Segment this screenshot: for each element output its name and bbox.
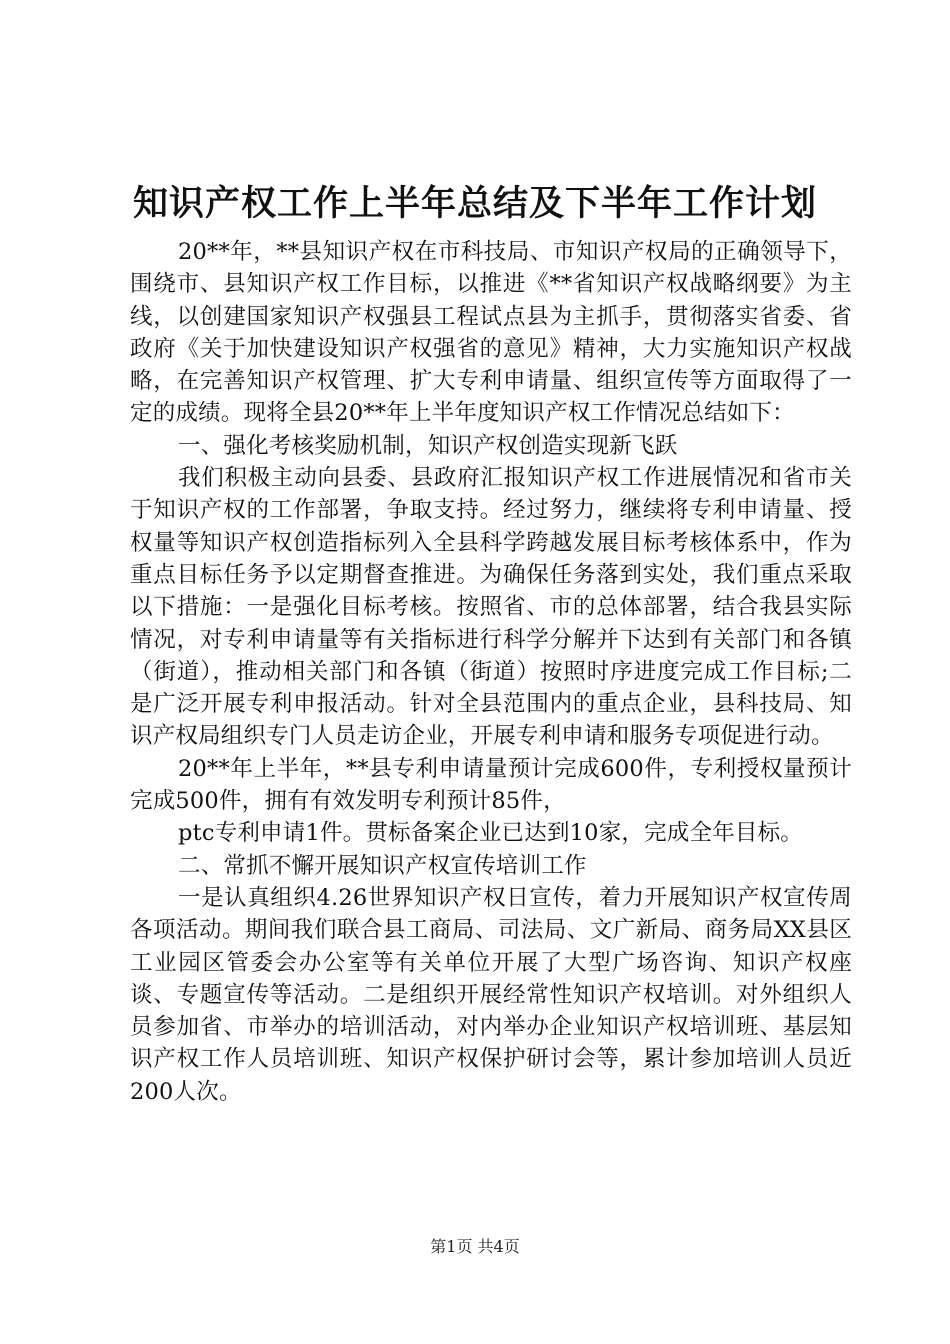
document-title: 知识产权工作上半年总结及下半年工作计划 xyxy=(132,183,817,224)
section-1-paragraph: 我们积极主动向县委、县政府汇报知识产权工作进展情况和省市关于知识产权的工作部署，争取支持。经过努力，继续将专利申请量、授权量等知识产权创造指标列入全县科学跨越发展目标考核体系中，作为重点目标任务予以定期督查推进。为确保任务落到实处，我们重点采取以下措施：一是强化目标考核。按照省、市的总体部署，结合我县实际情况，对专利申请量等有关指标进行科学分解并下达到有关部门和各镇（街道），推动相关部门和各镇（街道）按照时序进度完成工作目标;二是广泛开展专利申报活动。针对全县范围内的重点企业，县科技局、知识产权局组织专门人员走访企业，开展专利申请和服务专项促进行动。 xyxy=(130,465,852,750)
section-heading-1: 一、强化考核奖励机制，知识产权创造实现新飞跃 xyxy=(178,432,678,459)
section-heading-2: 二、常抓不懈开展知识产权宣传培训工作 xyxy=(178,852,587,879)
ptc-paragraph: ptc专利申请1件。贯标备案企业已达到10家，完成全年目标。 xyxy=(178,820,803,847)
intro-paragraph: 20**年，**县知识产权在市科技局、市知识产权局的正确领导下，围绕市、县知识产权工作目标，以推进《**省知识产权战略纲要》为主线，以创建国家知识产权强县工程试点县为主抓手，贯彻落实省委、省政府《关于加快建设知识产权强省的意见》精神，大力实施知识产权战略，在完善知识产权管理、扩大专利申请量、组织宣传等方面取得了一定的成绩。现将全县20**年上半年度知识产权工作情况总结如下： xyxy=(130,239,852,427)
page-number-footer: 第1页 共4页 xyxy=(430,1237,520,1256)
document-body xyxy=(130,236,852,1108)
section-2-paragraph: 一是认真组织4.26世界知识产权日宣传，着力开展知识产权宣传周各项活动。期间我们联合县工商局、司法局、文广新局、商务局XX县区工业园区管委会办公室等有关单位开展了大型广场咨询、知识产权座谈、专题宣传等活动。二是组织开展经常性知识产权培训。对外组织人员参加省、市举办的培训活动，对内举办企业知识产权培训班、基层知识产权工作人员培训班、知识产权保护研讨会等，累计参加培训人员近200人次。 xyxy=(130,884,852,1105)
patent-stats-paragraph: 20**年上半年，**县专利申请量预计完成600件，专利授权量预计完成500件，拥有有效发明专利预计85件， xyxy=(130,755,852,815)
